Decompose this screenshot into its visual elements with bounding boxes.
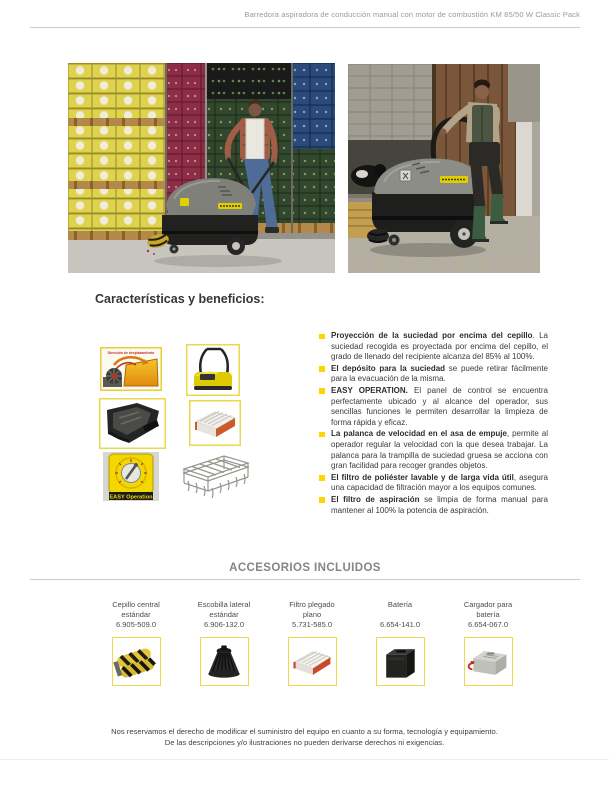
list-item: La palanca de velocidad en el asa de empuje, permite al operador regular la velocidad con la que desea trabajar. La palanca para la trampilla de suciedad gruesa se acciona con gran facilidad para recoger grandes objetos. bbox=[319, 429, 548, 471]
bullet-square-icon bbox=[319, 497, 325, 503]
list-item: El filtro de poliéster lavable y de larga vida útil, asegura una capacidad de filtración mayor a los equipos comunes. bbox=[319, 473, 548, 494]
list-item: Proyección de la suciedad por encima del cepillo. La suciedad recogida es proyectada por encima del cepillo, el grado de llenado del recipiente alcanza del 85% al 100%. bbox=[319, 331, 548, 363]
bullet-square-icon bbox=[319, 432, 325, 438]
accessories-images-row bbox=[92, 637, 532, 686]
accessories-heading: ACCESORIOS INCLUIDOS bbox=[229, 562, 381, 574]
machine-handle-icon bbox=[186, 344, 240, 401]
accessory-code: 6.906-132.0 bbox=[203, 620, 245, 629]
roller-brush-image bbox=[112, 637, 161, 686]
dirt-projection-diagram-icon bbox=[100, 347, 162, 396]
header-divider bbox=[30, 27, 580, 28]
battery-charger-image bbox=[464, 637, 513, 686]
coarse-dirt-flap-grid-icon bbox=[178, 449, 252, 511]
footer-line-1: Nos reservamos el derecho de modificar el suministro del equipo en cuanto a su forma, tecnología y equipamiento. bbox=[111, 727, 498, 736]
easy-operation-label: EASY Operation bbox=[109, 494, 153, 501]
accessory-code: 6.905-509.0 bbox=[115, 620, 157, 629]
list-item: El depósito para la suciedad se puede retirar fácilmente para la evacuación de la misma. bbox=[319, 364, 548, 385]
page-title: Barredora aspiradora de conducción manual con motor de combustión KM 85/50 W Classic Pack bbox=[244, 10, 580, 19]
bullet-square-icon bbox=[319, 334, 325, 340]
accessory-label: Cargador para batería 6.654-067.0 bbox=[444, 600, 532, 630]
accessory-code: 5.731-585.0 bbox=[291, 620, 333, 629]
diagram-caption: Dirección de desplazamiento bbox=[107, 351, 155, 355]
list-item: EASY OPERATION. El panel de control se encuentra perfectamente ubicado y al alcance del operador, sus sencillas funciones le permiten desarrollar la limpieza de forma rápida y eficaz. bbox=[319, 386, 548, 428]
waste-container-icon bbox=[99, 398, 166, 454]
accessory-label: Batería 6.654-141.0 bbox=[356, 600, 444, 630]
side-brush-image bbox=[200, 637, 249, 686]
accessories-divider bbox=[30, 579, 580, 580]
bullet-square-icon bbox=[319, 366, 325, 372]
accessory-label: Escobilla lateral estándar 6.906-132.0 bbox=[180, 600, 268, 630]
list-item: El filtro de aspiración se limpia de forma manual para mantener al 100% la potencia de aspiración. bbox=[319, 495, 548, 516]
flat-pleated-filter-image bbox=[288, 637, 337, 686]
accessory-label: Filtro plegado plano 5.731-585.0 bbox=[268, 600, 356, 630]
footer-line-2: De las descripciones y/o ilustraciones no pueden derivarse derechos ni exigencias. bbox=[164, 738, 445, 747]
easy-operation-badge bbox=[103, 452, 159, 506]
accessory-code: 6.654-067.0 bbox=[467, 620, 509, 629]
accessory-label: Cepillo central estándar 6.905-509.0 bbox=[92, 600, 180, 630]
footer-disclaimer bbox=[0, 726, 609, 748]
features-heading: Características y beneficios: bbox=[95, 292, 265, 306]
accessories-names-row bbox=[92, 600, 532, 630]
farm-sweeping-photo bbox=[348, 64, 540, 273]
warehouse-sweeping-photo bbox=[68, 63, 335, 273]
bullet-square-icon bbox=[319, 475, 325, 481]
battery-image bbox=[376, 637, 425, 686]
feature-list bbox=[319, 331, 548, 517]
bullet-square-icon bbox=[319, 388, 325, 394]
accessory-code: 6.654-141.0 bbox=[379, 620, 421, 629]
page-bottom-rule bbox=[0, 759, 609, 760]
flat-filter-icon bbox=[189, 400, 241, 451]
